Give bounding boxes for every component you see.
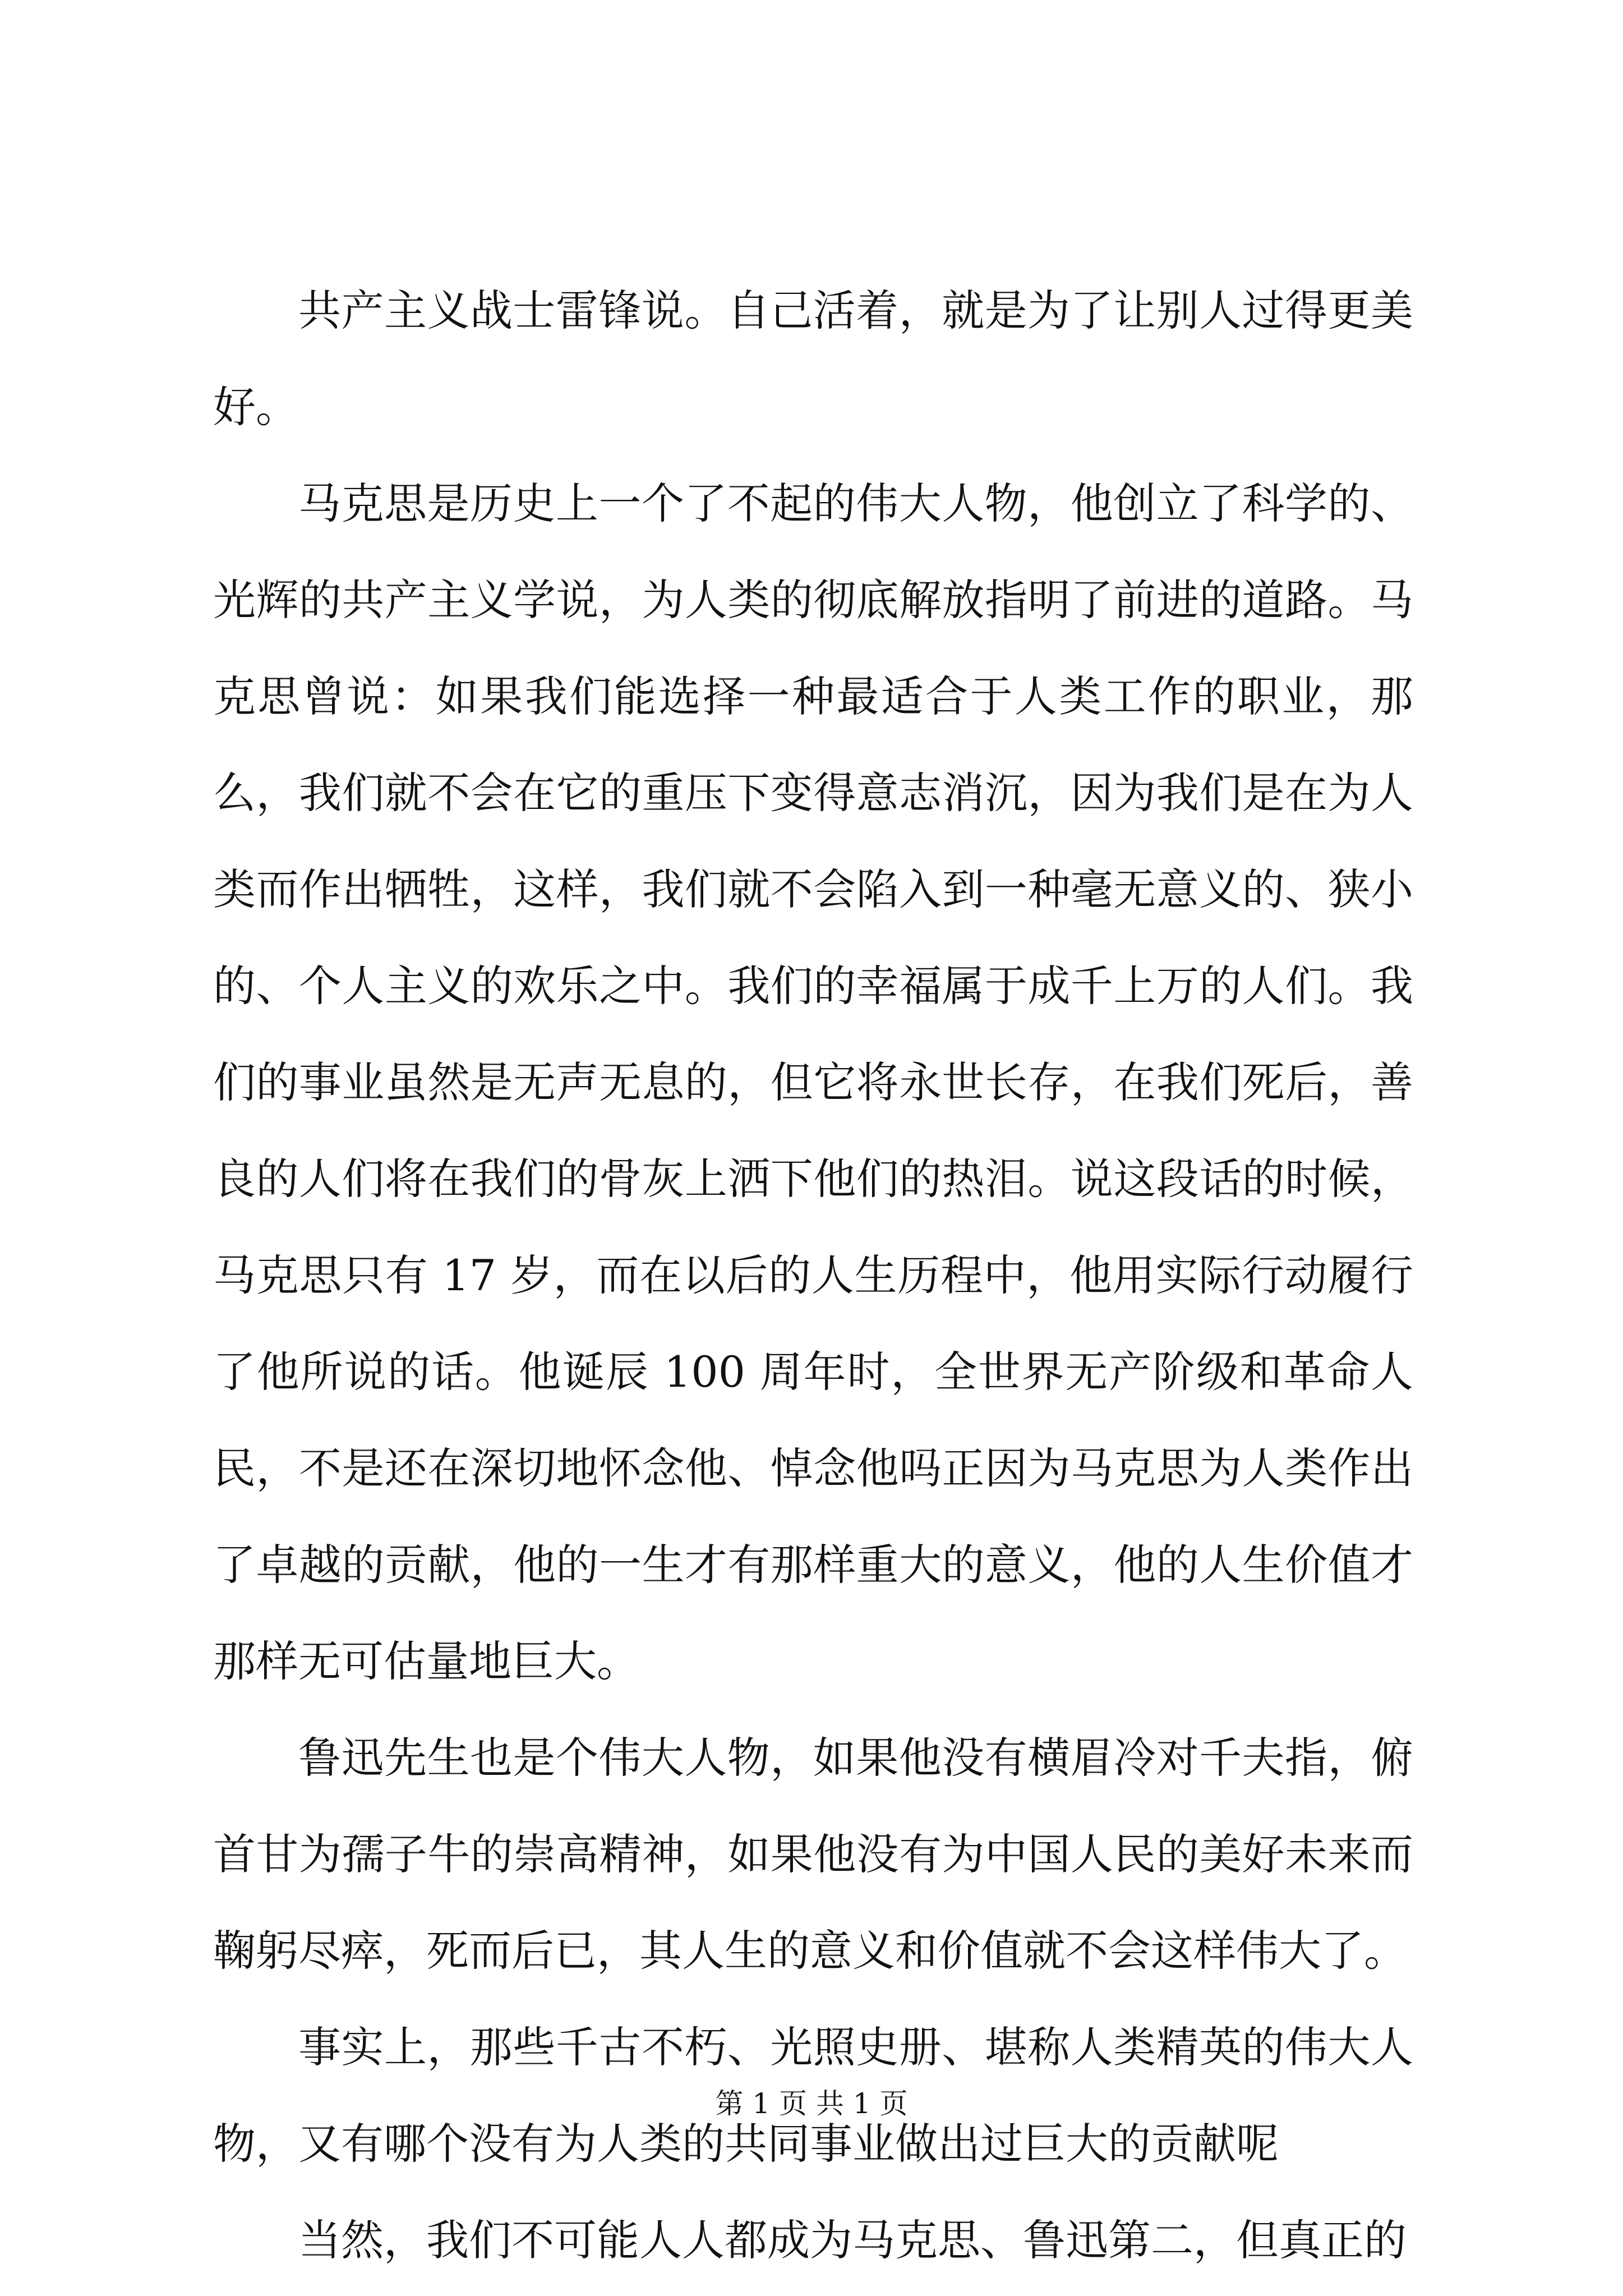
- document-body: [213, 263, 1413, 2289]
- paragraph-marx: 马克思是历史上一个了不起的伟大人物，他创立了科学的、光辉的共产主义学说，为人类的彻底解放指明了前进的道路。马克思曾说：如果我们能选择一种最适合于人类工作的职业，那么，我们就不会在它的重压下变得意志消沉，因为我们是在为人类而作出牺牲，这样，我们就不会陷入到一种毫无意义的、狭小的、个人主义的欢乐之中。我们的幸福属于成千上万的人们。我们的事业虽然是无声无息的，但它将永世长存，在我们死后，善良的人们将在我们的骨灰上洒下他们的热泪。说这段话的时候，马克思只有 17 岁，而在以后的人生历程中，他用实际行动履行了他所说的话。他诞辰 100 周年时，全世界无产阶级和革命人民，不是还在深切地怀念他、悼念他吗正因为马克思为人类作出了卓越的贡献，他的一生才有那样重大的意义，他的人生价值才那样无可估量地巨大。: [213, 478, 1413, 1686]
- page-footer: 第 1 页 共 1 页: [715, 2087, 908, 2120]
- paragraph-conclusion-start: 当然，我们不可能人人都成为马克思、鲁迅第二，但真正的: [298, 2215, 1407, 2265]
- paragraph-lu-xun: 鲁迅先生也是个伟大人物，如果他没有横眉冷对千夫指，俯首甘为孺子牛的崇高精神，如果他没有为中国人民的美好未来而鞠躬尽瘁，死而后已，其人生的意义和价值就不会这样伟大了。: [213, 1733, 1413, 1976]
- paragraph-great-figures: 事实上，那些千古不朽、光照史册、堪称人类精英的伟大人物，又有哪个没有为人类的共同事业做出过巨大的贡献呢: [213, 2022, 1413, 2169]
- paragraph-lei-feng-quote: 共产主义战士雷锋说。自己活着，就是为了让别人过得更美好。: [213, 286, 1413, 432]
